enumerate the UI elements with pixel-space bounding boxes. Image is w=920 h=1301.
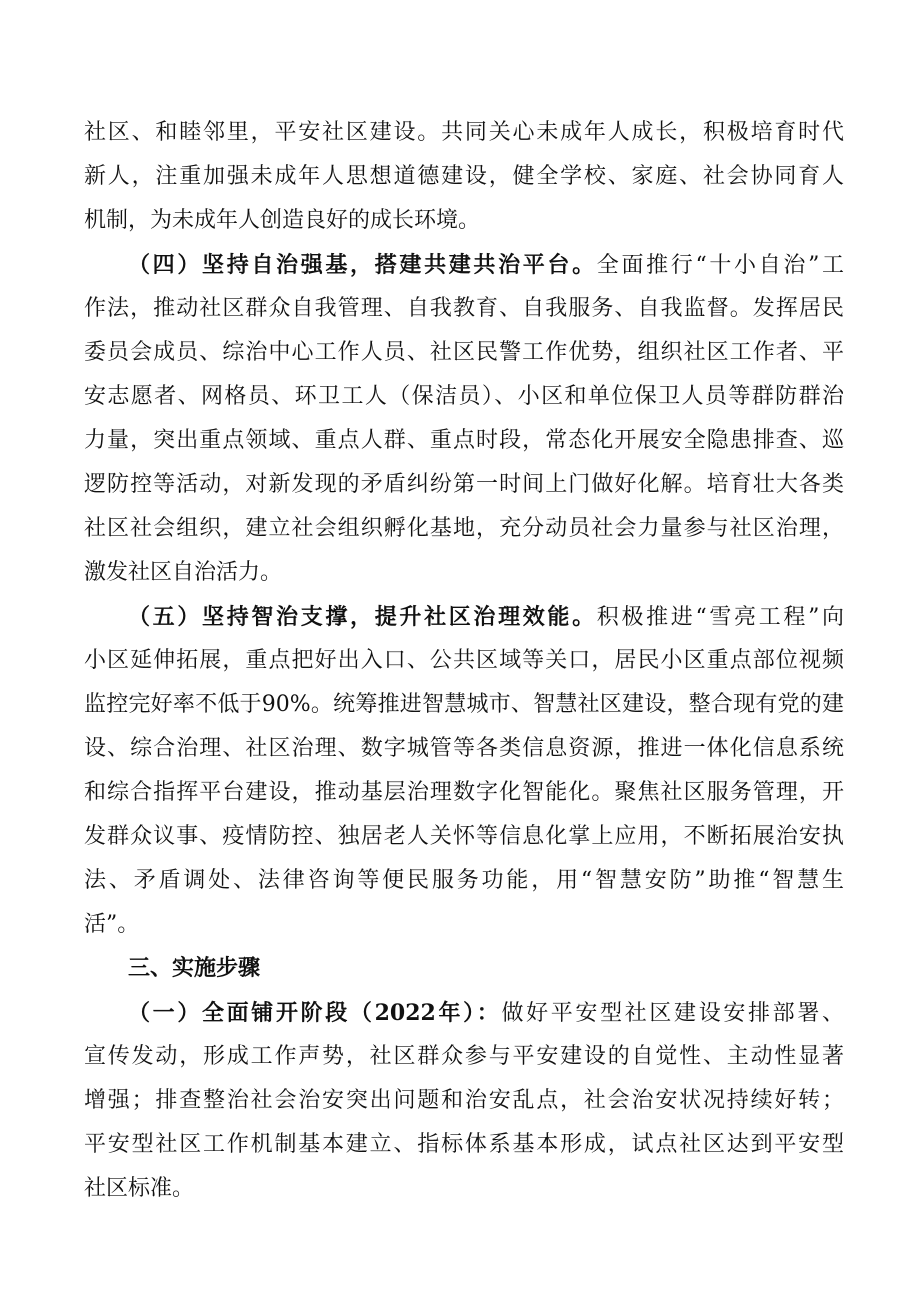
paragraph-line: 机制，为未成年人创造良好的成长环境。 <box>84 208 481 233</box>
paragraph-line: 小区延伸拓展，重点把好出入口、公共区域等关口，居民小区重点部位视频 <box>84 648 844 673</box>
paragraph-line: 新人，注重加强未成年人思想道德建设，健全学校、家庭、社会协同育人 <box>84 164 844 189</box>
paragraph-line: 激发社区自治活力。 <box>84 560 283 585</box>
paragraph-first-line <box>128 597 844 637</box>
paragraph-heading-bold: （五）坚持智治支撑，提升社区治理效能。 <box>128 604 597 630</box>
paragraph-line: 社区社会组织，建立社会组织孵化基地，充分动员社会力量参与社区治理， <box>84 516 844 541</box>
paragraph-line: 社区标准。 <box>84 1176 195 1201</box>
paragraph-line: 设、综合治理、社区治理、数字城管等各类信息资源，推进一体化信息系统 <box>84 736 844 761</box>
paragraph-line: 宣传发动，形成工作声势，社区群众参与平安建设的自觉性、主动性显著 <box>84 1044 844 1069</box>
paragraph-text: 积极推进“雪亮工程”向 <box>596 605 844 630</box>
paragraph-line: 活”。 <box>84 912 140 937</box>
paragraph-first-line <box>128 993 844 1033</box>
paragraph-text: 全面推行“十小自治”工 <box>596 253 844 278</box>
paragraph-text: 做好平安型社区建设安排部署、 <box>501 1001 844 1026</box>
paragraph-line: 法、矛盾调处、法律咨询等便民服务功能，用“智慧安防”助推“智慧生 <box>84 868 844 893</box>
paragraph-line: 逻防控等活动，对新发现的矛盾纠纷第一时间上门做好化解。培育壮大各类 <box>84 472 844 497</box>
paragraph-line: 和综合指挥平台建设，推动基层治理数字化智能化。聚焦社区服务管理，开 <box>84 780 844 805</box>
paragraph-line: 安志愿者、网格员、环卫工人（保洁员）、小区和单位保卫人员等群防群治 <box>84 384 844 409</box>
paragraph-line: 作法，推动社区群众自我管理、自我教育、自我服务、自我监督。发挥居民 <box>84 296 844 321</box>
paragraph-first-line <box>128 245 844 285</box>
paragraph-line: 力量，突出重点领域、重点人群、重点时段，常态化开展安全隐患排查、巡 <box>84 428 844 453</box>
paragraph-line: 委员会成员、综治中心工作人员、社区民警工作优势，组织社区工作者、平 <box>84 340 844 365</box>
paragraph-line: 监控完好率不低于90%。统筹推进智慧城市、智慧社区建设，整合现有党的建 <box>84 692 844 717</box>
paragraph-line: 社区、和睦邻里，平安社区建设。共同关心未成年人成长，积极培育时代 <box>84 120 844 145</box>
paragraph-line: 发群众议事、疫情防控、独居老人关怀等信息化掌上应用，不断拓展治安执 <box>84 824 844 849</box>
paragraph-line: 增强；排查整治社会治安突出问题和治安乱点，社会治安状况持续好转； <box>84 1088 844 1113</box>
paragraph-line: 平安型社区工作机制基本建立、指标体系基本形成，试点社区达到平安型 <box>84 1132 844 1157</box>
paragraph-heading-bold: （四）坚持自治强基，搭建共建共治平台。 <box>128 252 597 278</box>
paragraph-heading-bold: （一）全面铺开阶段（2022年）： <box>128 1000 502 1026</box>
section-heading: 三、实施步骤 <box>128 956 261 981</box>
